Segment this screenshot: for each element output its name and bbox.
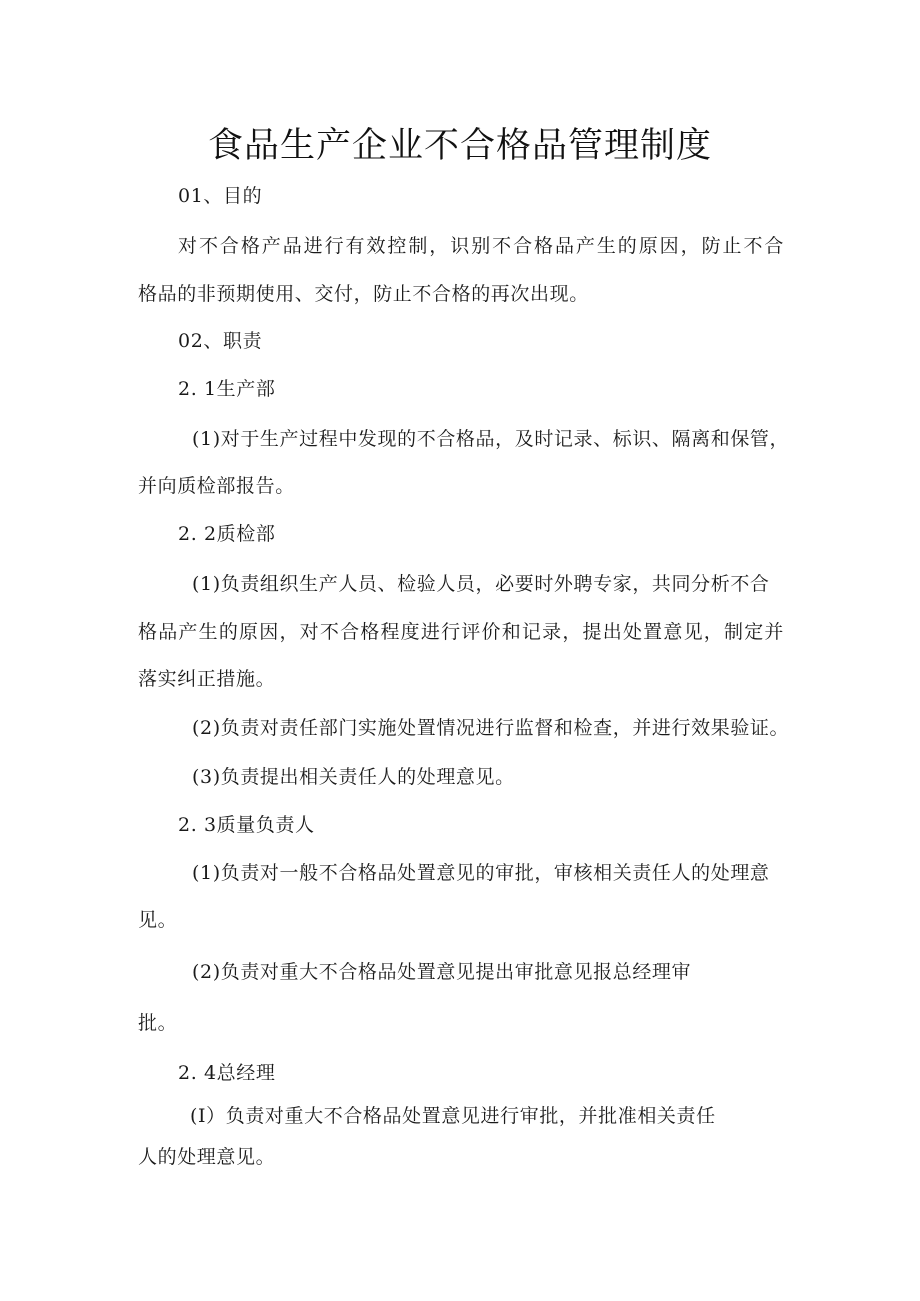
section-heading-duties: 02、职责 (178, 330, 263, 352)
section-heading-purpose: 01、目的 (178, 185, 263, 207)
paragraph-line: (2)负责对重大不合格品处置意见提出审批意见报总经理审 (192, 961, 692, 983)
paragraph-line: (2)负责对责任部门实施处置情况进行监督和检查，并进行效果验证。 (192, 717, 790, 739)
paragraph-line: 并向质检部报告。 (138, 475, 295, 497)
paragraph-line: 格品产生的原因，对不合格程度进行评价和记录，提出处置意见，制定并 (138, 621, 784, 643)
paragraph-line: (1)对于生产过程中发现的不合格品，及时记录、标识、隔离和保管， (192, 428, 790, 450)
paragraph-line: (1)负责对一般不合格品处置意见的审批，审核相关责任人的处理意 (192, 862, 770, 884)
paragraph-line: 见。 (138, 909, 178, 931)
document-title: 食品生产企业不合格品管理制度 (207, 126, 712, 166)
paragraph-line: (1)负责组织生产人员、检验人员，必要时外聘专家，共同分析不合 (192, 573, 770, 595)
paragraph-line: (I）负责对重大不合格品处置意见进行审批，并批准相关责任 (190, 1105, 716, 1127)
subsection-heading-general-manager: 2. 4总经理 (178, 1062, 276, 1084)
subsection-heading-production: 2. 1生产部 (178, 378, 276, 400)
subsection-heading-quality-inspection: 2. 2质检部 (178, 523, 276, 545)
paragraph-line: 格品的非预期使用、交付，防止不合格的再次出现。 (138, 283, 589, 305)
paragraph-line: 批。 (138, 1012, 178, 1034)
subsection-heading-quality-manager: 2. 3质量负责人 (178, 814, 315, 836)
paragraph-line: 落实纠正措施。 (138, 668, 276, 690)
paragraph-line: (3)负责提出相关责任人的处理意见。 (192, 766, 515, 788)
paragraph-line: 人的处理意见。 (138, 1146, 276, 1168)
paragraph-line: 对不合格产品进行有效控制，识别不合格品产生的原因，防止不合 (178, 235, 784, 257)
